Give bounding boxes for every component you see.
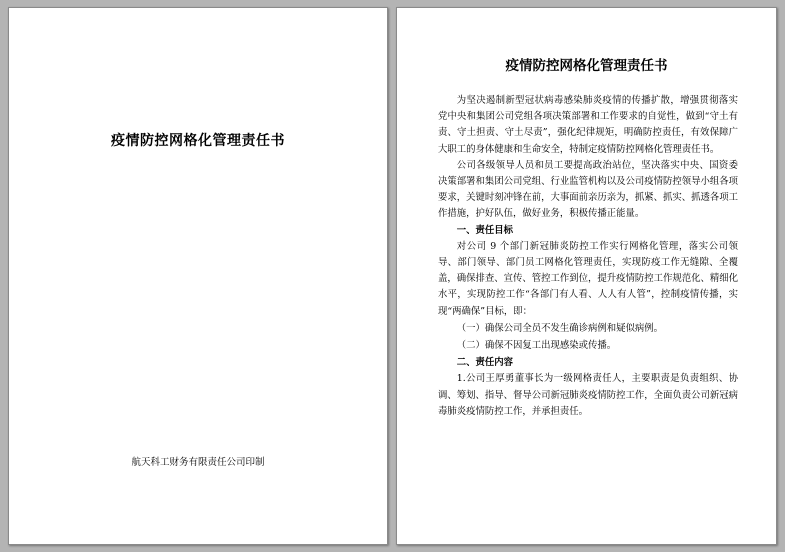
section-heading: 二、责任内容 xyxy=(456,357,514,369)
goal-item: （一）确保公司全员不发生确诊病例和疑似病例。 xyxy=(456,322,664,334)
goal-item: （二）确保不因复工出现感染或传播。 xyxy=(456,340,617,352)
section-paragraph: 1.公司王厚勇董事长为一级网格责任人，主要职责是负责组织、协调、筹划、指导、督导公司新冠肺炎疫情防控工作，全面负责公司新冠病毒肺炎疫情防控工作，并承担责任。 xyxy=(438,373,739,417)
document-title: 疫情防控网格化管理责任书 xyxy=(505,58,668,74)
intro-paragraph: 为坚决遏制新型冠状病毒感染肺炎疫情的传播扩散，增强贯彻落实党中央和集团公司党组各项决策部署和工作要求的自觉性，做到“守土有责、守土担责、守土尽责”，强化纪律规矩，明确防控责任，有效保障广大职工的身体健康和生命安全，特制定疫情防控网格化管理责任书。 xyxy=(438,95,738,155)
intro-paragraph: 公司各级领导人员和员工要提高政治站位，坚决落实中央、国资委决策部署和集团公司党组、行业监管机构以及公司疫情防控领导小组各项要求，关键时刻冲锋在前，大事面前亲历亲为，抓紧、抓实、抓透各项工作措施，护好队伍，做好业务，积极传播正能量。 xyxy=(438,159,739,220)
cover-page xyxy=(8,7,388,545)
content-page xyxy=(396,7,777,545)
document-body xyxy=(438,93,738,420)
cover-printer: 航天科工财务有限责任公司印制 xyxy=(131,457,265,468)
section-heading: 一、责任目标 xyxy=(456,224,514,236)
section-paragraph: 对公司 9 个部门新冠肺炎防控工作实行网格化管理，落实公司领导、部门领导、部门员工网格化管理责任，实现防疫工作无缝隙、全覆盖，确保排查、宣传、管控工作到位，提升疫情防控工作规范化、精细化水平，实现防控工作“各部门有人看、人人有人管”，控制疫情传播，实现“两确保”目标，即： xyxy=(438,240,739,317)
cover-title: 疫情防控网格化管理责任书 xyxy=(111,133,285,149)
